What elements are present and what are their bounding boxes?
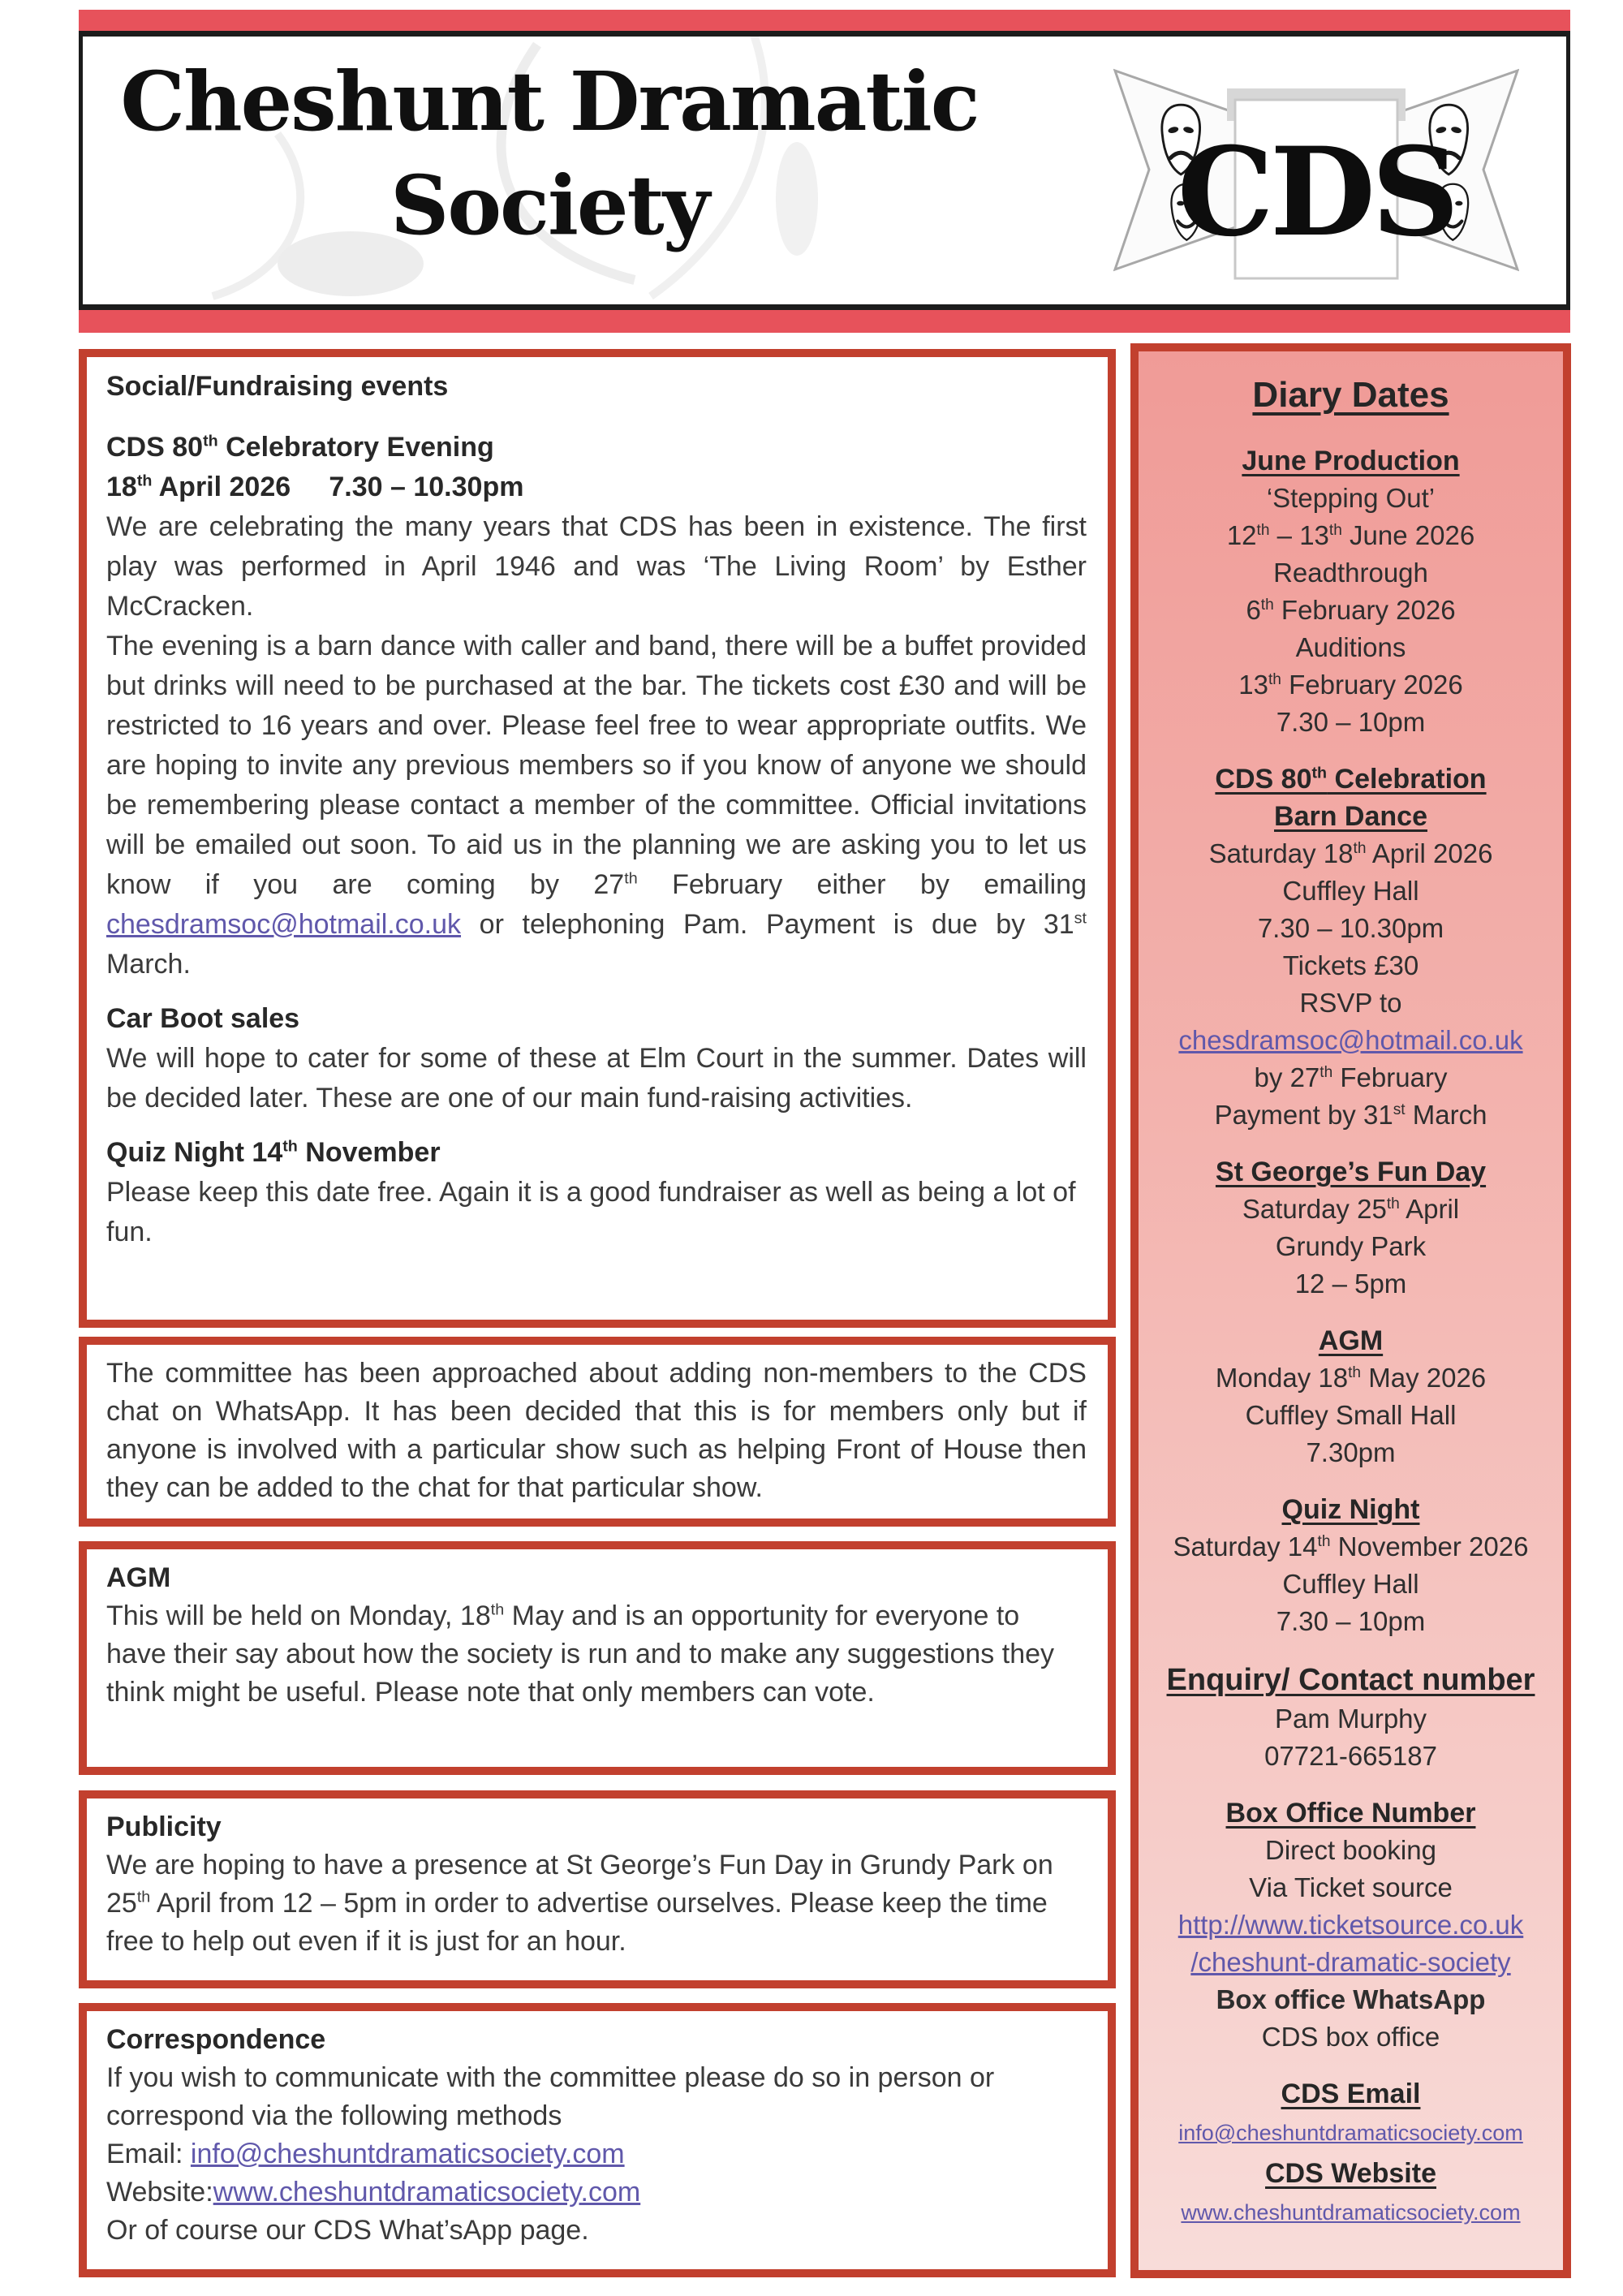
link[interactable]: www.cheshuntdramaticsociety.com (1181, 2200, 1521, 2225)
diary-section-email (1153, 2075, 1548, 2150)
diary-section-contact (1153, 1660, 1548, 1775)
diary-heading: CDS 80th Celebration (1215, 764, 1487, 795)
diary-section-box-office (1153, 1794, 1548, 2056)
diary-section-quiz-night (1153, 1491, 1548, 1640)
masthead-line2: Society (390, 157, 708, 253)
diary-line: CDS box office (1261, 2022, 1440, 2052)
agm-box (79, 1541, 1116, 1775)
website-label: Website: (106, 2177, 213, 2208)
diary-heading: Quiz Night (1281, 1494, 1420, 1525)
diary-line: Direct booking (1265, 1835, 1436, 1865)
diary-line: Saturday 14th November 2026 (1173, 1531, 1529, 1562)
diary-heading: AGM (1318, 1325, 1384, 1356)
masthead-banner (79, 10, 1570, 333)
diary-line: Payment by 31st March (1214, 1100, 1487, 1130)
diary-line: Cuffley Hall (1282, 876, 1419, 906)
diary-heading: Box Office Number (1225, 1798, 1476, 1829)
link[interactable]: http://www.ticketsource.co.uk (1177, 1910, 1524, 1940)
diary-line: by 27th February (1254, 1062, 1448, 1092)
publicity-heading: Publicity (106, 1811, 222, 1842)
diary-title: Diary Dates (1252, 375, 1449, 415)
diary-line (1153, 1906, 1548, 1944)
diary-line: Grundy Park (1275, 1231, 1427, 1261)
diary-heading: Barn Dance (1274, 801, 1427, 832)
link[interactable]: info@cheshuntdramaticsociety.com (1178, 2121, 1523, 2145)
cds-logo (1113, 46, 1519, 295)
email-line (106, 2135, 1087, 2173)
whatsapp-para: The committee has been approached about adding non-members to the CDS chat on WhatsApp. It has been decided that this is for members only but if anyone is involved with a particular show such as helping Front of House then they can be added to the chat for that particular show. (106, 1358, 1087, 1503)
diary-line: Readthrough (1273, 558, 1428, 588)
diary-heading: June Production (1242, 446, 1460, 476)
diary-line: 7.30 – 10pm (1276, 1606, 1426, 1636)
diary-line (1153, 2192, 1548, 2229)
event-para-1: We are celebrating the many years that CDS has been in existence. The first play was performed in April 1946 and was ‘The Living Room’ by Esther McCracken. (106, 511, 1087, 622)
diary-line: Auditions (1295, 632, 1406, 662)
publicity-para: We are hoping to have a presence at St George’s Fun Day in Grundy Park on 25th April from 12 – 5pm in order to advertise ourselves. Please keep the time free to help out even if it is just for an hour. (106, 1850, 1053, 1957)
whatsapp-policy-box (79, 1337, 1116, 1527)
website-line (106, 2173, 1087, 2212)
diary-heading: Enquiry/ Contact number (1166, 1663, 1535, 1697)
masthead-title (115, 50, 984, 257)
diary-line: 7.30pm (1306, 1437, 1396, 1467)
carboot-para: We will hope to cater for some of these at Elm Court in the summer. Dates will be decided later. These are one of our main fund-raising activities. (106, 1043, 1087, 1114)
link[interactable]: /cheshunt-dramatic-society (1190, 1947, 1511, 1977)
social-fundraising-box (79, 349, 1116, 1328)
diary-section-barn-dance (1153, 760, 1548, 1134)
website-link[interactable]: www.cheshuntdramaticsociety.com (213, 2177, 641, 2208)
diary-line: ‘Stepping Out’ (1266, 483, 1436, 513)
email-link[interactable]: info@cheshuntdramaticsociety.com (190, 2139, 625, 2169)
event-datetime: 18th April 2026 7.30 – 10.30pm (106, 472, 524, 502)
diary-line (1153, 1022, 1548, 1059)
diary-heading: CDS Website (1265, 2158, 1436, 2189)
carboot-heading: Car Boot sales (106, 1003, 300, 1034)
diary-line: Monday 18th May 2026 (1215, 1363, 1487, 1393)
correspondence-heading: Correspondence (106, 2024, 326, 2055)
box1-heading: Social/Fundraising events (106, 371, 449, 402)
diary-line: 13th February 2026 (1238, 670, 1463, 700)
banner-rule-bottom (79, 304, 1570, 310)
diary-line (1153, 2113, 1548, 2150)
diary-line: Box office WhatsApp (1216, 1984, 1486, 2014)
masthead-body (79, 37, 1570, 304)
banner-red-bar-top (79, 10, 1570, 31)
quiz-heading: Quiz Night 14th November (106, 1137, 441, 1168)
email-label: Email: (106, 2139, 191, 2169)
diary-line: RSVP to (1299, 988, 1402, 1018)
diary-line: Saturday 18th April 2026 (1208, 838, 1493, 868)
event-title: CDS 80th Celebratory Evening (106, 432, 494, 463)
whatsapp-page-line: Or of course our CDS What’sApp page. (106, 2215, 589, 2246)
link[interactable]: chesdramsoc@hotmail.co.uk (106, 909, 462, 940)
link[interactable]: chesdramsoc@hotmail.co.uk (1178, 1025, 1523, 1055)
diary-line: Cuffley Hall (1282, 1569, 1419, 1599)
diary-heading: St George’s Fun Day (1215, 1157, 1487, 1187)
diary-line: 7.30 – 10.30pm (1257, 913, 1444, 943)
agm-para: This will be held on Monday, 18th May and is an opportunity for everyone to have their say about how the society is run and to make any suggestions they think might be useful. Please note that only members can vote. (106, 1600, 1055, 1708)
banner-red-bar-bottom (79, 310, 1570, 333)
diary-line: Tickets £30 (1282, 950, 1419, 980)
diary-line: Saturday 25th April (1242, 1194, 1460, 1224)
agm-heading: AGM (106, 1562, 171, 1593)
banner-rule-top (79, 31, 1570, 37)
diary-line: Via Ticket source (1249, 1872, 1453, 1902)
correspondence-para: If you wish to communicate with the committee please do so in person or correspond via the following methods (106, 2062, 995, 2131)
event-para-2: The evening is a barn dance with caller and band, there will be a buffet provided but drinks will need to be purchased at the bar. The tickets cost £30 and will be restricted to 16 years and over. Please feel free to wear appropriate outfits. We are hoping to invite any previous members so if you know of anyone we should be remembering please contact a member of the committee. Official invitations will be emailed out soon. To aid us in the planning we are asking you to let us know if you are coming by 27th February either by emailing chesdramsoc@hotmail.co.uk or telephoning Pam. Payment is due by 31st March. (106, 631, 1087, 980)
diary-line: 12 – 5pm (1294, 1269, 1407, 1299)
diary-section-website (1153, 2155, 1548, 2229)
diary-section-agm (1153, 1322, 1548, 1471)
quiz-para: Please keep this date free. Again it is a good fundraiser as well as being a lot of fun. (106, 1177, 1076, 1247)
diary-line: 07721-665187 (1264, 1741, 1437, 1771)
masthead-line1: Cheshunt Dramatic (120, 54, 979, 149)
correspondence-box (79, 2003, 1116, 2277)
diary-section-fun-day (1153, 1153, 1548, 1303)
diary-line: Cuffley Small Hall (1245, 1400, 1457, 1430)
diary-line (1153, 1944, 1548, 1981)
diary-line: 6th February 2026 (1246, 595, 1456, 625)
logo-cds-text: CDS (1177, 121, 1456, 264)
diary-section-june-production (1153, 442, 1548, 741)
diary-dates-panel (1130, 343, 1571, 2278)
diary-line: Pam Murphy (1274, 1704, 1427, 1734)
publicity-box (79, 1790, 1116, 1988)
diary-line: 7.30 – 10pm (1276, 707, 1426, 737)
diary-heading: CDS Email (1281, 2078, 1421, 2109)
diary-line: 12th – 13th June 2026 (1226, 520, 1475, 550)
